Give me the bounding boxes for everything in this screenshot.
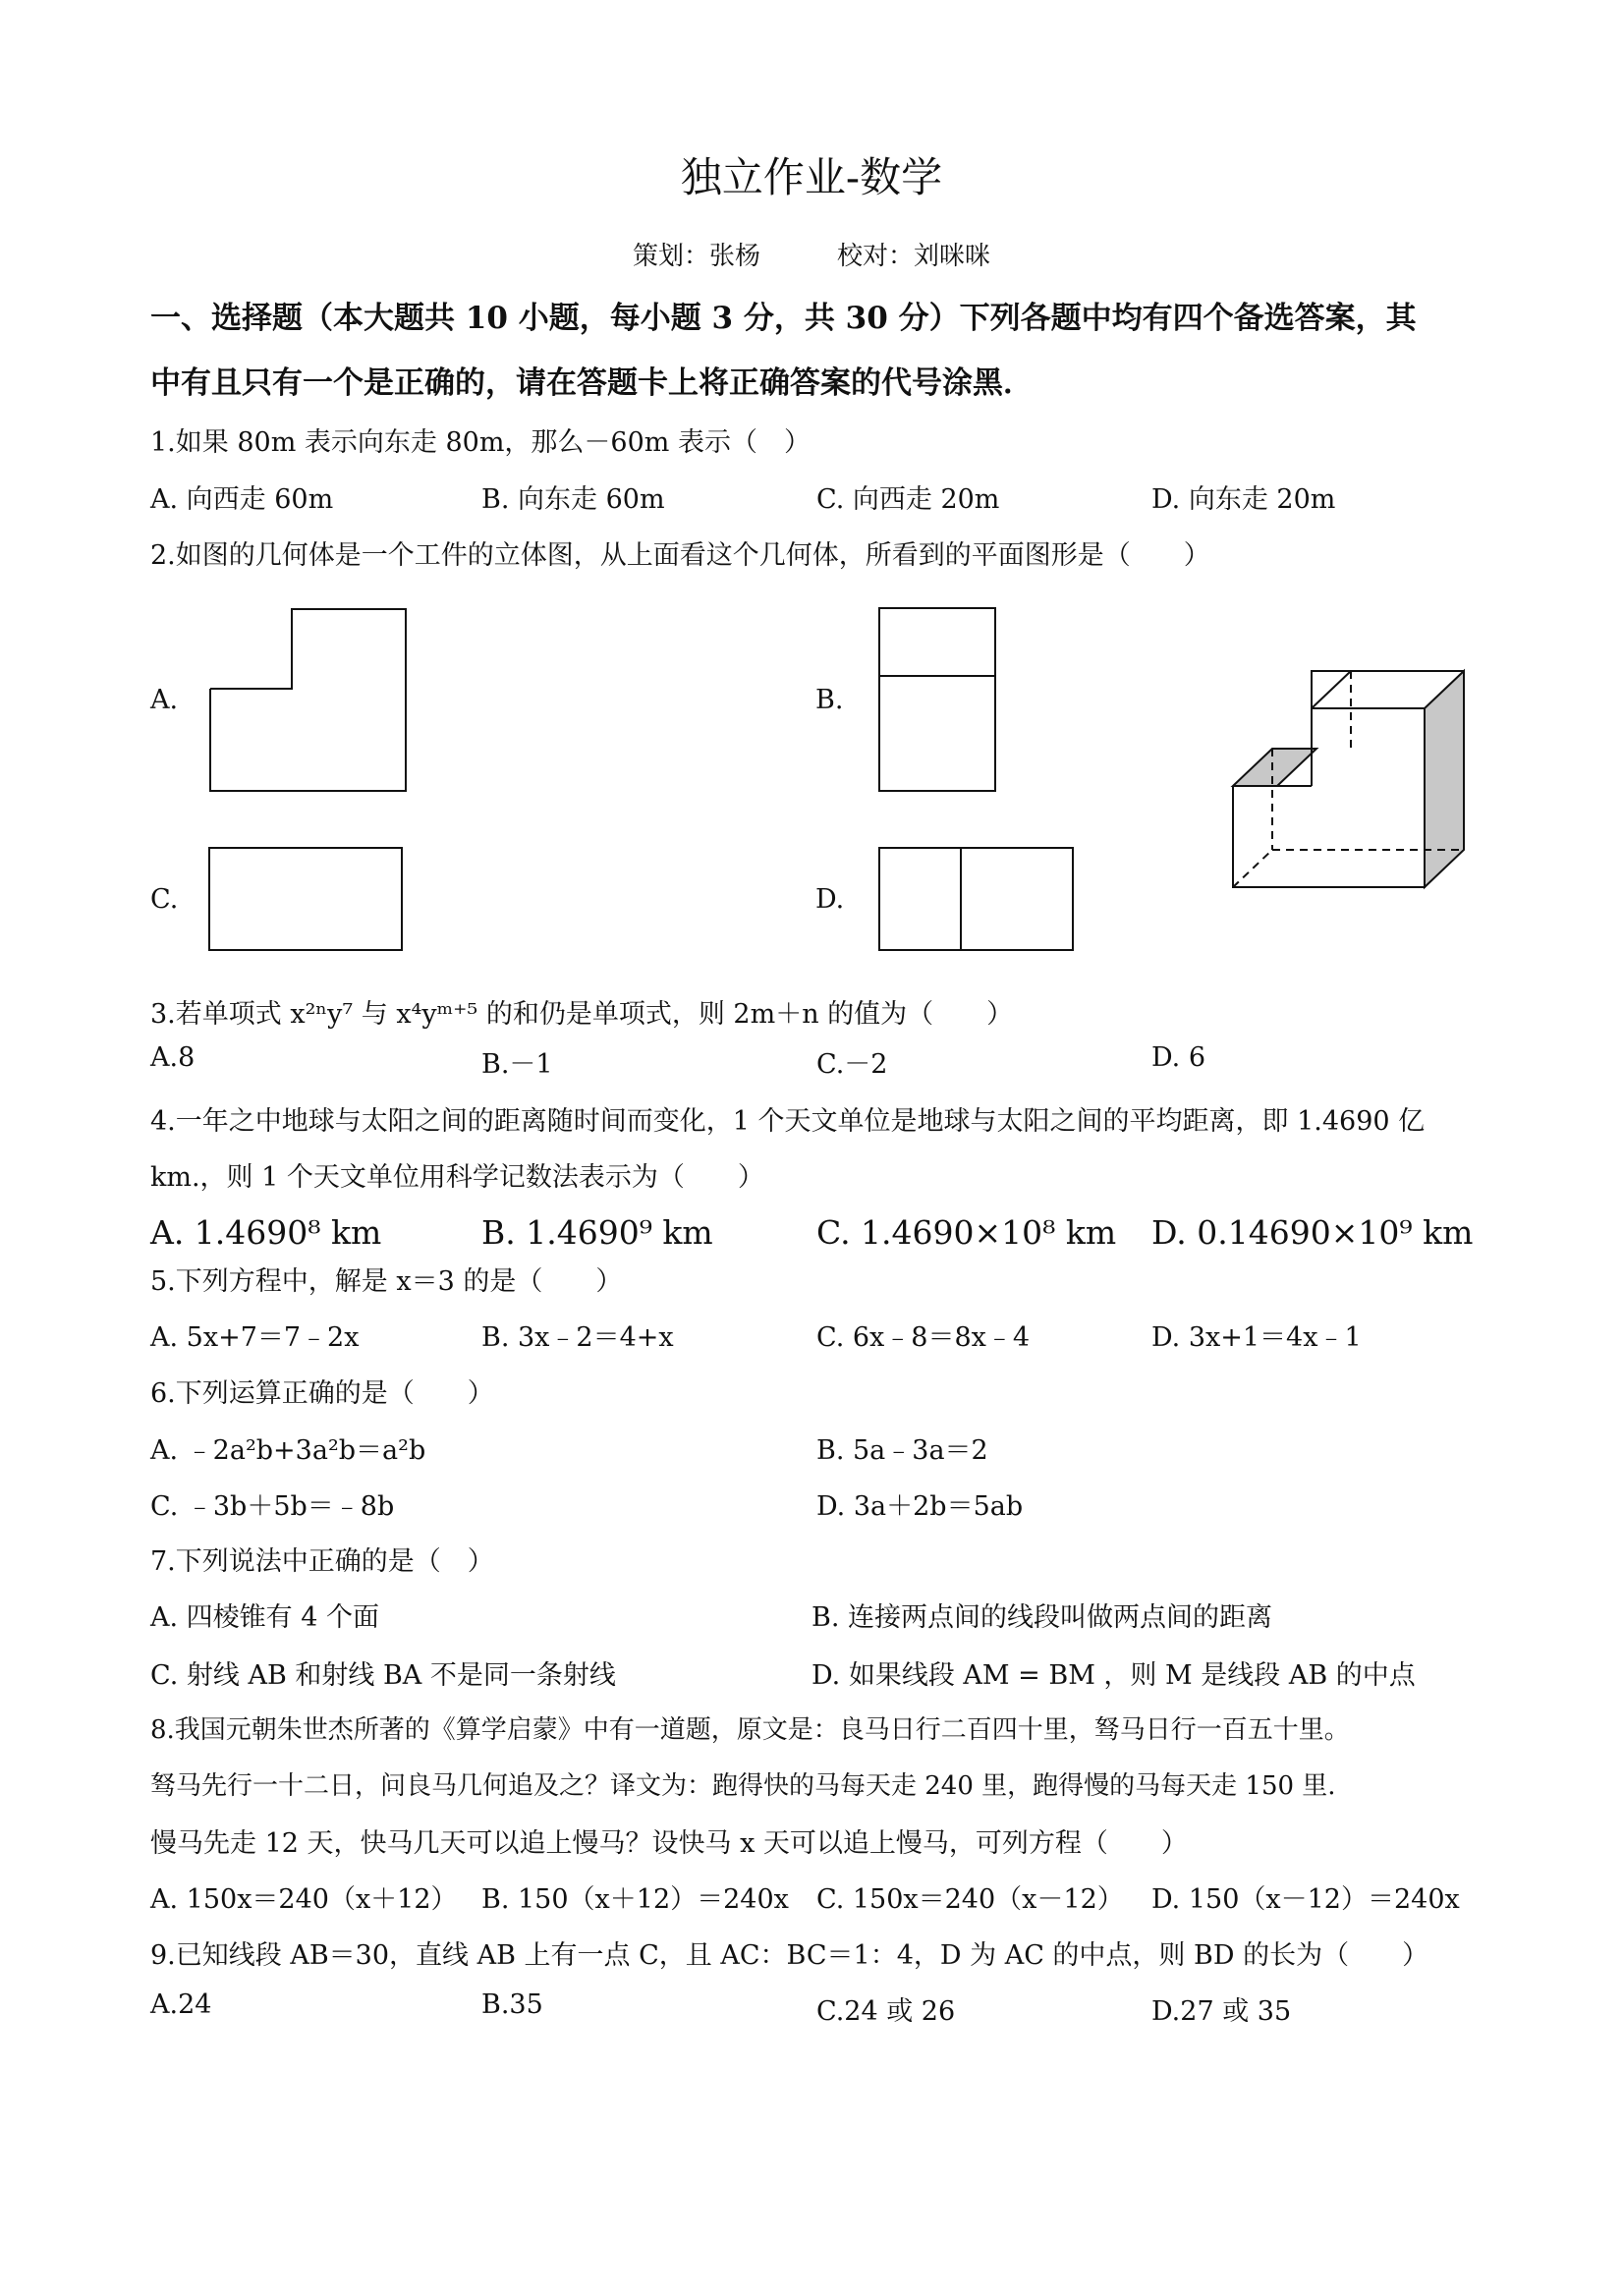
q9-option-a: A.24: [150, 1989, 212, 2020]
question-9-stem: 9.已知线段 AB＝30，直线 AB 上有一点 C，且 AC：BC＝1：4，D 为 AC 的中点，则 BD 的长为（ ）: [150, 1940, 1429, 1971]
question-3-stem: 3.若单项式 x²ⁿy⁷ 与 x⁴yᵐ⁺⁵ 的和仍是单项式，则 2m＋n 的值为（ ）: [150, 999, 1014, 1030]
q1-option-b: B. 向东走 60m: [481, 484, 665, 515]
q7-option-b: B. 连接两点间的线段叫做两点间的距离: [812, 1602, 1273, 1633]
question-8-line2: 驽马先行一十二日，问良马几何追及之？译文为：跑得快的马每天走 240 里，跑得慢的马每天走 150 里.: [150, 1771, 1336, 1801]
section-heading-line2: 中有且只有一个是正确的，请在答题卡上将正确答案的代号涂黑．: [150, 365, 1034, 401]
q5-option-d: D. 3x+1＝4x﹣1: [1151, 1322, 1362, 1353]
q2-figure-a-l-shape: [196, 599, 422, 806]
q3-option-c: C.－2: [816, 1049, 888, 1080]
q7-option-c: C. 射线 AB 和射线 BA 不是同一条射线: [150, 1660, 616, 1691]
q2-label-c: C.: [150, 884, 179, 915]
q4-option-c: C. 1.4690×10⁸ km: [816, 1213, 1117, 1252]
q3-option-d: D. 6: [1151, 1042, 1206, 1073]
section-heading-line1: 一、选择题（本大题共 10 小题，每小题 3 分，共 30 分）下列各题中均有四个备选答案，其: [150, 301, 1417, 336]
question-8-line1: 8.我国元朝朱世杰所著的《算学启蒙》中有一道题，原文是：良马日行二百四十里，驽马日行一百五十里。: [150, 1715, 1350, 1745]
q9-option-d: D.27 或 35: [1151, 1996, 1292, 2027]
q2-label-d: D.: [815, 884, 845, 915]
q7-option-d: D. 如果线段 AM = BM ，则 M 是线段 AB 的中点: [812, 1660, 1416, 1691]
q2-label-a: A.: [150, 685, 179, 715]
q1-option-d: D. 向东走 20m: [1151, 484, 1336, 515]
question-5-stem: 5.下列方程中，解是 x＝3 的是（ ）: [150, 1266, 623, 1297]
q9-option-c: C.24 或 26: [816, 1996, 956, 2027]
q6-option-d: D. 3a＋2b＝5ab: [816, 1491, 1024, 1522]
q2-figure-c-rectangle: [196, 840, 422, 958]
q1-option-c: C. 向西走 20m: [816, 484, 1000, 515]
q2-figure-b-stacked-rectangles: [865, 599, 1012, 806]
q1-option-a: A. 向西走 60m: [150, 484, 334, 515]
page-title: 独立作业-数学: [680, 153, 943, 201]
q2-label-b: B.: [815, 685, 844, 715]
q6-option-a: A. ﹣2a²b+3a²b＝a²b: [150, 1435, 426, 1466]
q3-option-a: A.8: [150, 1042, 196, 1073]
q8-option-c: C. 150x＝240（x－12）: [816, 1884, 1124, 1915]
q8-option-d: D. 150（x－12）＝240x: [1151, 1884, 1460, 1915]
q3-option-b: B.－1: [481, 1049, 553, 1080]
question-8-line3: 慢马先走 12 天，快马几天可以追上慢马？设快马 x 天可以追上慢马，可列方程（ ）: [150, 1828, 1188, 1859]
q9-option-b: B.35: [481, 1989, 543, 2020]
q5-option-c: C. 6x﹣8＝8x﹣4: [816, 1322, 1031, 1353]
question-7-stem: 7.下列说法中正确的是（ ）: [150, 1546, 494, 1577]
question-2-stem: 2.如图的几何体是一个工件的立体图，从上面看这个几何体，所看到的平面图形是（ ）: [150, 540, 1210, 571]
question-6-stem: 6.下列运算正确的是（ ）: [150, 1378, 494, 1409]
q8-option-b: B. 150（x＋12）＝240x: [481, 1884, 789, 1915]
q6-option-b: B. 5a﹣3a＝2: [816, 1435, 988, 1466]
question-4-line2: km.，则 1 个天文单位用科学记数法表示为（ ）: [150, 1162, 764, 1193]
q4-option-b: B. 1.4690⁹ km: [481, 1213, 713, 1252]
q5-option-b: B. 3x﹣2＝4+x: [481, 1322, 674, 1353]
q5-option-a: A. 5x+7＝7﹣2x: [150, 1322, 360, 1353]
question-1-stem: 1.如果 80m 表示向东走 80m，那么－60m 表示（ ）: [150, 427, 811, 458]
q7-option-a: A. 四棱锥有 4 个面: [150, 1602, 380, 1633]
q6-option-c: C. ﹣3b＋5b＝﹣8b: [150, 1491, 395, 1522]
credits-line: 策划：张杨 校对：刘咪咪: [632, 242, 990, 271]
q2-figure-d-split-rectangle: [865, 840, 1091, 958]
q2-solid-figure: [1218, 658, 1483, 904]
question-4-line1: 4.一年之中地球与太阳之间的距离随时间而变化，1 个天文单位是地球与太阳之间的平均距离，即 1.4690 亿: [150, 1106, 1426, 1137]
q4-option-d: D. 0.14690×10⁹ km: [1151, 1213, 1474, 1252]
q4-option-a: A. 1.4690⁸ km: [150, 1213, 382, 1252]
q8-option-a: A. 150x＝240（x＋12）: [150, 1884, 458, 1915]
